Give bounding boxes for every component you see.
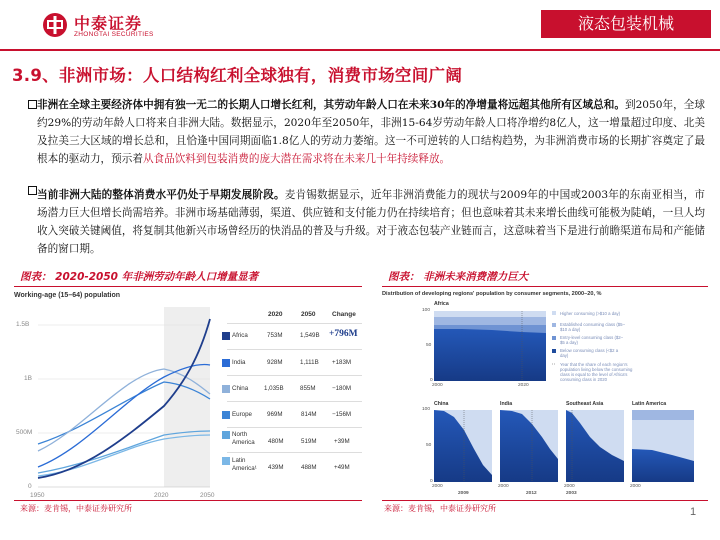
legend-item: Established consuming class ($5–$10 a day) xyxy=(560,322,625,332)
source-note-left: 来源：麦肯锡，中泰证券研究所 xyxy=(20,504,132,513)
panel-y-tick: 50 xyxy=(426,443,432,448)
row-value: 1,549B xyxy=(300,332,320,339)
p1-bold-lead: 非洲在全球主要经济体中拥有独一无二的长期人口增长红利，其劳动年龄人口在未来30年的净增量将远超其他所有区域总和。 xyxy=(37,99,625,111)
paragraph-1 xyxy=(37,96,705,168)
consumer-segments-chart xyxy=(382,289,708,501)
y-tick-label: 0 xyxy=(28,483,32,490)
section-tag: 液态包装机械 xyxy=(541,10,711,38)
bullet-box xyxy=(28,186,37,195)
col-header-2020: 2020 xyxy=(268,311,283,318)
row-value: 1,111B xyxy=(300,359,319,366)
legend-item: Entry-level consuming class ($2–$5 a day) xyxy=(560,335,624,345)
working-age-population-chart xyxy=(14,289,362,501)
row-value: +39M xyxy=(334,438,350,445)
figure-caption-left-text: 图表： 2020-2050 年非洲劳动年龄人口增量显著 xyxy=(20,271,259,283)
table-header-divider xyxy=(227,323,362,324)
row-value: 480M xyxy=(268,438,284,445)
europe-swatch xyxy=(222,411,230,419)
row-label: Africa xyxy=(232,332,248,339)
x-tick-label: 2020 xyxy=(154,492,169,499)
x-tick-label: 2050 xyxy=(200,492,215,499)
footer-divider-left xyxy=(14,500,362,501)
table-row-divider xyxy=(227,401,362,402)
row-label: India xyxy=(232,359,246,366)
zhongtai-logo xyxy=(42,10,152,42)
row-value: 439M xyxy=(268,464,284,471)
row-value: +183M xyxy=(332,359,352,366)
north-america-swatch xyxy=(222,431,230,439)
row-value: 814M xyxy=(301,411,317,418)
africa-x-tick: 2000 xyxy=(432,383,443,388)
figure-caption-left xyxy=(14,269,362,287)
panel-title-southeast-asia: Southeast Asia xyxy=(566,401,604,407)
table-row-divider xyxy=(227,427,362,428)
table-row-divider xyxy=(227,349,362,350)
x-tick-label: 1950 xyxy=(30,492,45,499)
table-row-divider xyxy=(227,375,362,376)
africa-y-tick: 100 xyxy=(422,308,431,313)
row-value: 855M xyxy=(300,385,316,392)
africa-x-tick: 2020 xyxy=(518,383,529,388)
header-divider xyxy=(0,49,720,51)
col-header-2050: 2050 xyxy=(301,311,316,318)
figure-caption-right-text: 图表： 非洲未来消费潜力巨大 xyxy=(388,271,529,283)
paragraph-2 xyxy=(37,186,705,258)
table-row-divider xyxy=(227,452,362,453)
row-value: 1,035B xyxy=(264,385,284,392)
col-header-change: Change xyxy=(332,311,356,318)
consumer-segment-areas xyxy=(382,289,708,501)
row-value: 488M xyxy=(301,464,317,471)
panel-y-tick: 0 xyxy=(430,479,433,484)
india-swatch xyxy=(222,359,230,367)
africa-swatch xyxy=(222,332,230,340)
panel-title-china: China xyxy=(434,401,449,407)
page-number: 1 xyxy=(690,506,697,518)
legend-item: Higher consuming (>$10 a day) xyxy=(560,311,621,316)
slide-title: 3.9、非洲市场：人口结构红利全球独有，消费市场空间广阔 xyxy=(12,66,463,85)
row-label: Latin America¹ xyxy=(232,457,257,472)
africa-y-tick: 0 xyxy=(430,378,433,383)
row-value: −180M xyxy=(332,385,352,392)
source-note-right: 来源：麦肯锡，中泰证券研究所 xyxy=(384,504,496,513)
africa-panel-title: Africa xyxy=(434,301,449,307)
zhongtai-logo-icon xyxy=(42,12,68,38)
panel-title-latin-america: Latin America xyxy=(632,401,667,407)
p1-red-highlight: 从食品饮料到包装消费的庞大潜在需求将在未来几十年持续释放。 xyxy=(142,153,451,165)
row-value: +49M xyxy=(334,464,350,471)
footer-divider-right xyxy=(382,500,708,501)
legend-item: Year that the share of each region's population living below the consuming class is equal to the level of Africa's consuming class in 2020 xyxy=(560,362,633,382)
bullet-box xyxy=(28,100,37,109)
panel-x-tick: 2000 xyxy=(630,484,641,489)
row-label: North America xyxy=(232,431,255,446)
legend-item: Below consuming class (<$2 a day) xyxy=(560,348,619,358)
panel-x-tick: 2000 xyxy=(498,484,509,489)
figure-caption-right xyxy=(382,269,708,287)
panel-title-india: India xyxy=(500,401,513,407)
logo-chinese-name: 中泰证券 xyxy=(74,14,143,33)
left-chart-title: Working-age (15–64) population xyxy=(14,292,121,299)
china-threshold-year: 2009 xyxy=(458,491,469,496)
latin-america-swatch xyxy=(222,457,230,465)
africa-y-tick: 50 xyxy=(426,343,432,348)
row-value: 753M xyxy=(267,332,283,339)
p1-body: 到2050年，全球约29%的劳动年龄人口将来自非洲大陆。数据显示，2020年至2050年，非洲15-64岁劳动年龄人口将净增约8亿人，这一增量超过印度、北美及拉美三大区域的增长总和，且恰逢中国同期面临1.8亿人的劳动力萎缩。这一不可逆转的人口结构趋势，为非洲消费市场的长期扩容奠定了最根本的驱动力，预示着 xyxy=(37,99,705,165)
logo-english-name: ZHONGTAI SECURITIES xyxy=(74,31,154,38)
row-change-highlight: +796M xyxy=(329,329,358,339)
sea-threshold-year: 2003 xyxy=(566,491,577,496)
panel-x-tick: 2000 xyxy=(432,484,443,489)
p2-body: 麦肯锡数据显示，近年非洲消费能力的现状与2009年的中国或2003年的东南亚相当，市场潜力巨大但增长尚需培养。非洲市场基础薄弱，渠道、供应链和支付能力仍在持续培育；但也意味着其未来增长曲线可能极为陡峭，一旦人均收入突破关键阈值，将复制其他新兴市场曾经历的快消品的普及与升级。对于液态包装产业链而言，这意味着当下是进行前瞻渠道布局和产能储备的窗口期。 xyxy=(37,189,705,255)
row-label: China xyxy=(232,385,249,392)
y-tick-label: 1B xyxy=(24,375,32,382)
panel-x-tick: 2000 xyxy=(564,484,575,489)
row-label: Europe xyxy=(232,411,252,418)
y-tick-label: 500M xyxy=(16,429,33,436)
row-value: 969M xyxy=(267,411,283,418)
panel-y-tick: 100 xyxy=(422,407,431,412)
p2-bold-lead: 当前非洲大陆的整体消费水平仍处于早期发展阶段。 xyxy=(37,189,285,201)
row-value: 928M xyxy=(267,359,283,366)
china-swatch xyxy=(222,385,230,393)
india-threshold-year: 2012 xyxy=(526,491,537,496)
row-value: 519M xyxy=(301,438,317,445)
right-chart-title: Distribution of developing regions' population by consumer segments, 2000–20, % xyxy=(382,291,602,297)
row-value: −156M xyxy=(332,411,352,418)
y-tick-label: 1.5B xyxy=(16,321,30,328)
